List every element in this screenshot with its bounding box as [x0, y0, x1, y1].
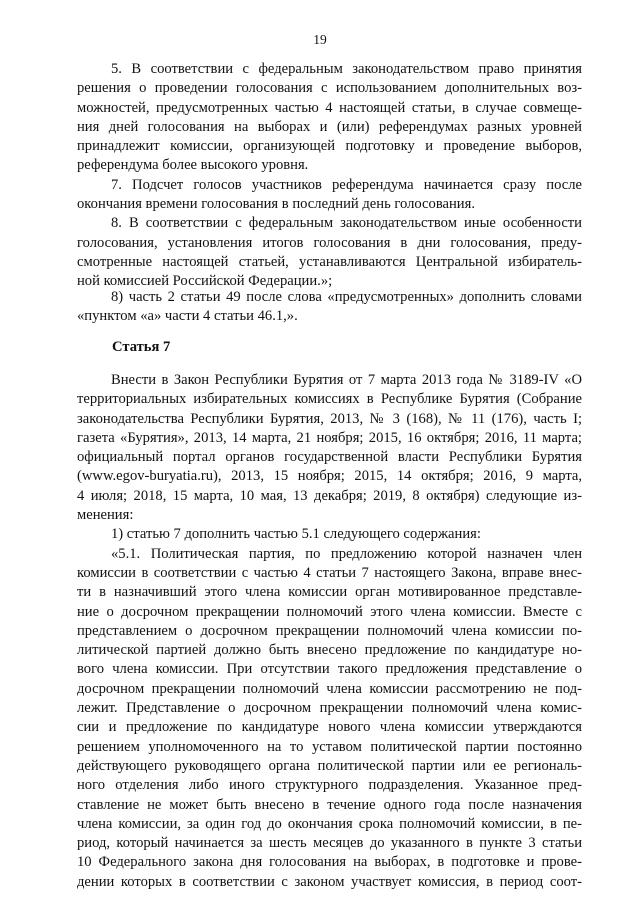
text-line: ти в назначивший этого члена комиссии орган мотивированное представле-: [77, 584, 582, 601]
text-line: 10 Федерального закона дня голосования на выборах, в подготовке и прове-: [77, 854, 582, 871]
text-line: «5.1. Политическая партия, по предложению которой назначен член: [111, 545, 582, 562]
text-line: вого члена комиссии. При отсутствии такого предложения представление о: [77, 661, 582, 678]
text-line: менения:: [77, 507, 134, 524]
text-line: «пунктом «а» части 4 статьи 46.1,».: [77, 308, 298, 325]
page-number: 19: [313, 32, 327, 47]
text-line: (www.egov-buryatia.ru), 2013, 15 ноября; 2015, 14 октября; 2016, 9 марта,: [77, 468, 582, 485]
text-line: ния дней голосования на выборах и (или) референдумах разных уровней: [77, 118, 582, 135]
text-line: ставление не может быть внесено в течение одного года после назначения: [77, 796, 582, 813]
text-line: решения о проведении голосования с использованием дополнительных воз-: [77, 80, 582, 97]
text-line: 4 июля; 2018, 15 марта, 10 мая, 13 декабря; 2019, 8 октября) следующие из-: [77, 487, 582, 504]
text-line: 8. В соответствии с федеральным законодательством иные особенности: [111, 215, 582, 232]
text-block-voting-provisions: [77, 60, 582, 292]
text-line: ние о досрочном прекращении полномочий этого члена комиссии. Вместе с: [77, 603, 582, 620]
text-line: лежит. Представление о досрочном прекращении полномочий члена комис-: [77, 700, 582, 717]
text-line: риод, который начинается за шесть месяцев до указанного в пункте 3 статьи: [77, 835, 582, 852]
text-line: 1) статью 7 дополнить частью 5.1 следующего содержания:: [111, 526, 481, 543]
text-block-article-7: [77, 371, 582, 892]
text-line: официальный портал органов государственной власти Республики Бурятия: [77, 449, 582, 466]
text-line: газета «Бурятия», 2013, 14 марта, 21 ноября; 2015, 16 октября; 2016, 11 марта;: [77, 429, 582, 446]
text-line: литической партией должно быть внесено предложение по кандидатуре но-: [77, 642, 582, 659]
article-heading: Статья 7: [112, 339, 171, 355]
text-line: окончания времени голосования в последний день голосования.: [77, 196, 475, 213]
text-line: дении которых в соответствии с законом участвует комиссия, в период соот-: [77, 873, 582, 890]
text-line: голосования, установления итогов голосования в дни голосования, преду-: [77, 234, 582, 251]
text-line: референдума более высокого уровня.: [77, 157, 309, 174]
text-line: Внести в Закон Республики Бурятия от 7 марта 2013 года № 3189-IV «О: [111, 372, 582, 388]
text-line: члена комиссии, за один год до окончания срока полномочий комиссии, в пе-: [77, 815, 582, 832]
text-line: решением уполномоченного на то уставом политической партии постоянно: [77, 738, 582, 755]
text-line: 7. Подсчет голосов участников референдума начинается сразу после: [111, 176, 582, 193]
text-line: 5. В соответствии с федеральным законодательством право принятия: [111, 61, 582, 77]
text-block-amendment-8: [77, 288, 582, 327]
text-line: ного отделения либо иного структурного подразделения. Указанное пред-: [77, 777, 582, 794]
text-line: досрочном прекращении полномочий члена комиссии рассмотрению не под-: [77, 680, 582, 697]
text-line: можностей, предусмотренных частью 4 настоящей статьи, в случае совмеще-: [77, 99, 582, 116]
text-line: ной комиссией Российской Федерации.»;: [77, 273, 333, 290]
text-line: представлением о досрочном прекращении полномочий члена комиссии по-: [77, 622, 582, 639]
text-line: законодательства Республики Бурятия, 2013, № 3 (168), № 11 (176), часть I;: [77, 410, 582, 427]
text-line: 8) часть 2 статьи 49 после слова «предусмотренных» дополнить словами: [111, 289, 582, 305]
text-line: комиссии в соответствии с частью 4 статьи 7 настоящего Закона, вправе внес-: [77, 564, 582, 581]
text-line: территориальных избирательных комиссиях в Республике Бурятия (Собрание: [77, 391, 582, 408]
text-line: смотренные настоящей статьей, устанавливаются Центральной избиратель-: [77, 253, 582, 270]
text-line: сии и предложение по кандидатуре нового члена комиссии утверждаются: [77, 719, 582, 736]
text-line: принадлежит комиссии, организующей подготовку и проведение выборов,: [77, 138, 582, 155]
text-line: действующего руководящего органа политической партии или ее региональ-: [77, 757, 582, 774]
